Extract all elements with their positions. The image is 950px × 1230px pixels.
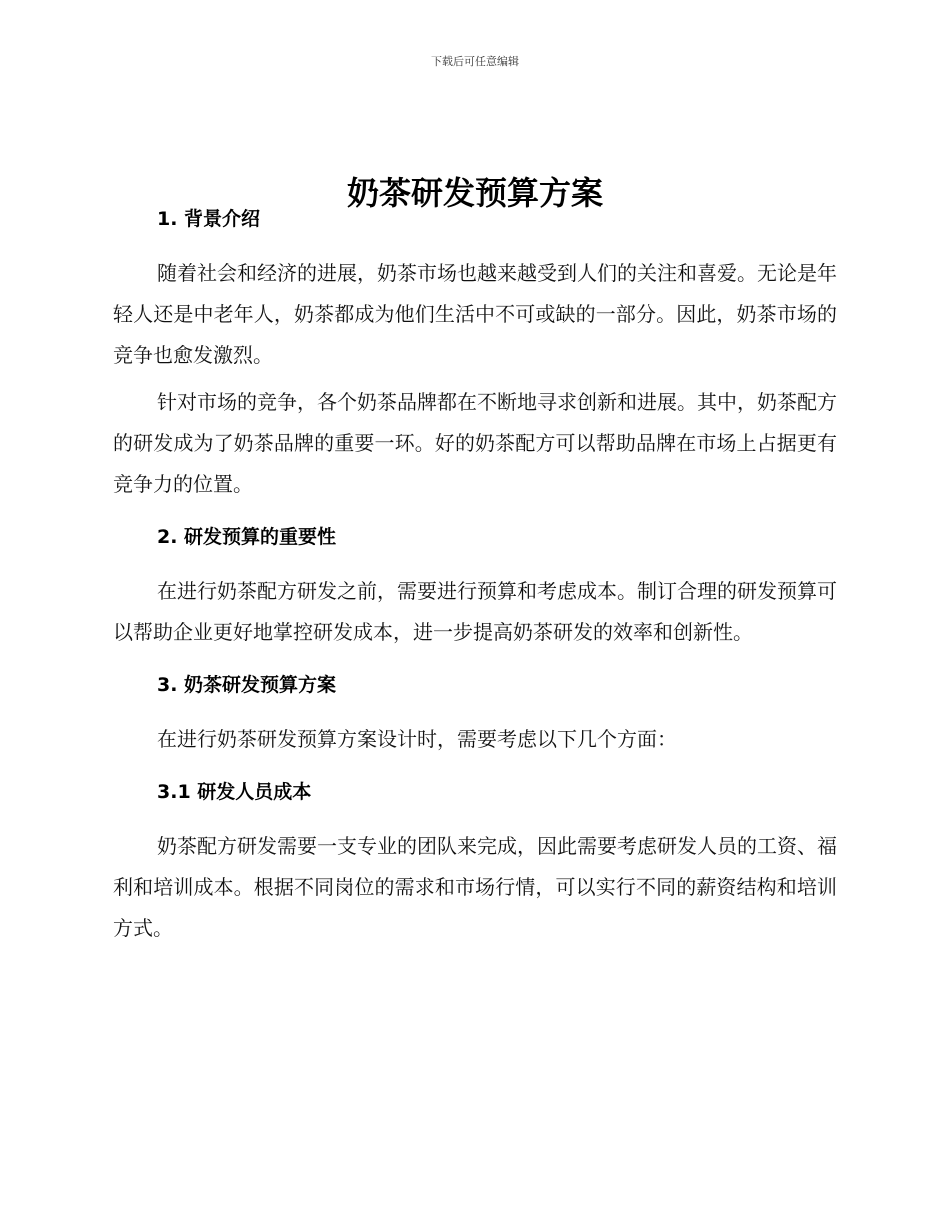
document-title: 奶茶研发预算方案 bbox=[346, 174, 603, 213]
paragraph-importance-1: 在进行奶茶配方研发之前，需要进行预算和考虑成本。制订合理的研发预算可以帮助企业更好地掌控研发成本，进一步提高奶茶研发的效率和创新性。 bbox=[113, 579, 837, 644]
section-heading-importance: 2. 研发预算的重要性 bbox=[157, 526, 337, 548]
paragraph-background-2: 针对市场的竞争，各个奶茶品牌都在不断地寻求创新和进展。其中，奶茶配方的研发成为了奶茶品牌的重要一环。好的奶茶配方可以帮助品牌在市场上占据更有竞争力的位置。 bbox=[113, 390, 837, 496]
document-body bbox=[113, 202, 837, 949]
section-heading-background: 1. 背景介绍 bbox=[157, 208, 261, 230]
header-note: 下载后可任意编辑 bbox=[431, 55, 519, 68]
section-heading-budget-plan: 3. 奶茶研发预算方案 bbox=[157, 674, 337, 696]
paragraph-background-1: 随着社会和经济的进展，奶茶市场也越来越受到人们的关注和喜爱。无论是年轻人还是中老年人，奶茶都成为他们生活中不可或缺的一部分。因此，奶茶市场的竞争也愈发激烈。 bbox=[113, 261, 837, 367]
paragraph-staff-cost-1: 奶茶配方研发需要一支专业的团队来完成，因此需要考虑研发人员的工资、福利和培训成本。根据不同岗位的需求和市场行情，可以实行不同的薪资结构和培训方式。 bbox=[113, 834, 837, 940]
section-heading-staff-cost: 3.1 研发人员成本 bbox=[157, 781, 312, 803]
paragraph-budget-plan-1: 在进行奶茶研发预算方案设计时，需要考虑以下几个方面： bbox=[157, 727, 677, 751]
